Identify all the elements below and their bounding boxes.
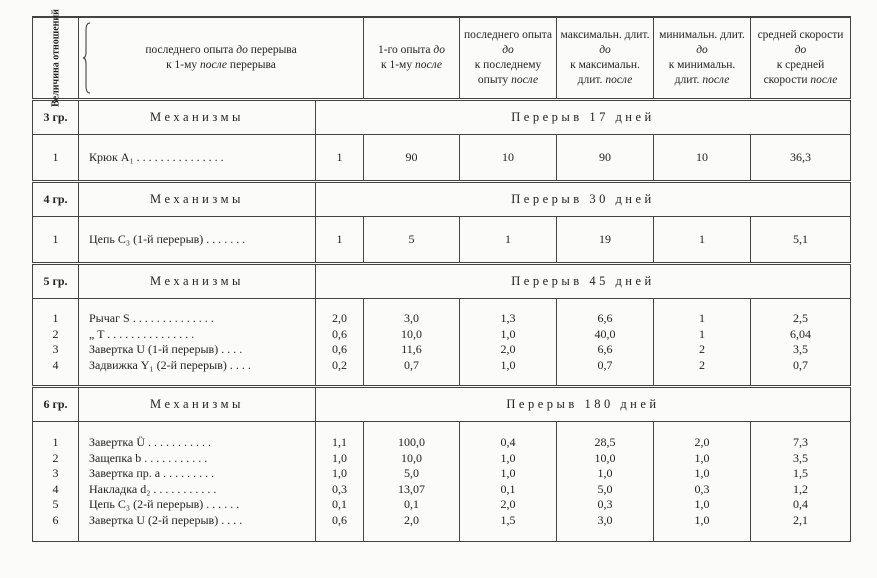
value-cell-stack: 0,4 1,0 1,0 0,1 2,0 1,5 — [460, 422, 557, 542]
value-cell-stack: 3,0 10,0 11,6 0,7 — [364, 299, 460, 387]
group-pause: Перерыв 45 дней — [316, 264, 851, 299]
header-first-trial: 1-го опыта до к 1-му после — [364, 17, 460, 100]
mechanism-name-stack: Завертка Ü . . . . . . . . . . . Защепка b . . . . . . . . . . . Завертка пр. a . . . . . . . . . Накладка d₂ . . . . . . . . . . . Цепь C₃ (2-й перерыв) . . . . . . Завертка U (2-й перерыв) . . . . — [79, 422, 316, 542]
value-cell: 90 — [364, 135, 460, 182]
value-cell: 90 — [557, 135, 654, 182]
value-cell: 1 — [460, 217, 557, 264]
mechanism-name: Цепь C₃ (1-й перерыв) . . . . . . . — [79, 217, 316, 264]
value-cell: 10 — [654, 135, 751, 182]
data-table — [32, 9, 851, 542]
group-pause: Перерыв 180 дней — [316, 387, 851, 422]
group-header-row — [33, 264, 851, 299]
value-cell: 5,1 — [751, 217, 851, 264]
value-cell-stack: 6,6 40,0 6,6 0,7 — [557, 299, 654, 387]
row-index-stack: 1 2 3 4 — [33, 299, 79, 387]
group-label: 3 гр. — [33, 100, 79, 135]
value-cell: 19 — [557, 217, 654, 264]
brace-icon — [83, 22, 91, 94]
table-row — [33, 422, 851, 542]
group-mechanisms: Механизмы — [79, 387, 316, 422]
group-mechanisms: Механизмы — [79, 100, 316, 135]
value-cell-stack: 2,5 6,04 3,5 0,7 — [751, 299, 851, 387]
group-header-row — [33, 387, 851, 422]
value-cell: 10 — [460, 135, 557, 182]
value-cell: 5 — [364, 217, 460, 264]
table-row — [33, 135, 851, 182]
mechanism-name: Крюк A₁ . . . . . . . . . . . . . . . — [79, 135, 316, 182]
value-cell-stack: 2,0 0,6 0,6 0,2 — [316, 299, 364, 387]
value-cell-stack: 1,1 1,0 1,0 0,3 0,1 0,6 — [316, 422, 364, 542]
value-cell: 36,3 — [751, 135, 851, 182]
row-index-stack: 1 2 3 4 5 6 — [33, 422, 79, 542]
table-row — [33, 299, 851, 387]
group-header-row — [33, 182, 851, 217]
group-label: 5 гр. — [33, 264, 79, 299]
value-cell-stack: 28,5 10,0 1,0 5,0 0,3 3,0 — [557, 422, 654, 542]
value-cell: 1 — [316, 135, 364, 182]
value-cell-stack: 100,0 10,0 5,0 13,07 0,1 2,0 — [364, 422, 460, 542]
group-label: 4 гр. — [33, 182, 79, 217]
group-mechanisms: Механизмы — [79, 182, 316, 217]
value-cell-stack: 1,3 1,0 2,0 1,0 — [460, 299, 557, 387]
value-cell-stack: 1 1 2 2 — [654, 299, 751, 387]
group-header-row — [33, 100, 851, 135]
header-mean-speed: средней скорости до к средней скорости после — [751, 17, 851, 100]
group-pause: Перерыв 17 дней — [316, 100, 851, 135]
header-max-duration: максимальн. длит. до к максимальн. длит. после — [557, 17, 654, 100]
group-mechanisms: Механизмы — [79, 264, 316, 299]
group-pause: Перерыв 30 дней — [316, 182, 851, 217]
value-cell: 1 — [654, 217, 751, 264]
row-index: 1 — [33, 135, 79, 182]
value-cell-stack: 7,3 3,5 1,5 1,2 0,4 2,1 — [751, 422, 851, 542]
row-index: 1 — [33, 217, 79, 264]
value-cell-stack: 2,0 1,0 1,0 0,3 1,0 1,0 — [654, 422, 751, 542]
header-ratio-magnitude: Величина отношений — [33, 17, 79, 100]
header-min-duration: минимальн. длит. до к минимальн. длит. после — [654, 17, 751, 100]
mechanism-name-stack: Рычаг S . . . . . . . . . . . . . . „ T . . . . . . . . . . . . . . . Завертка U (1-й перерыв) . . . . Задвижка Y₁ (2-й перерыв) . . . . — [79, 299, 316, 387]
header-last-trial: последнего опыта до перерыва к 1-му после перерыва — [79, 17, 364, 100]
group-label: 6 гр. — [33, 387, 79, 422]
header-last-to-last: последнего опыта до к последнему опыту после — [460, 17, 557, 100]
value-cell: 1 — [316, 217, 364, 264]
header-row — [33, 17, 851, 100]
table-row — [33, 217, 851, 264]
